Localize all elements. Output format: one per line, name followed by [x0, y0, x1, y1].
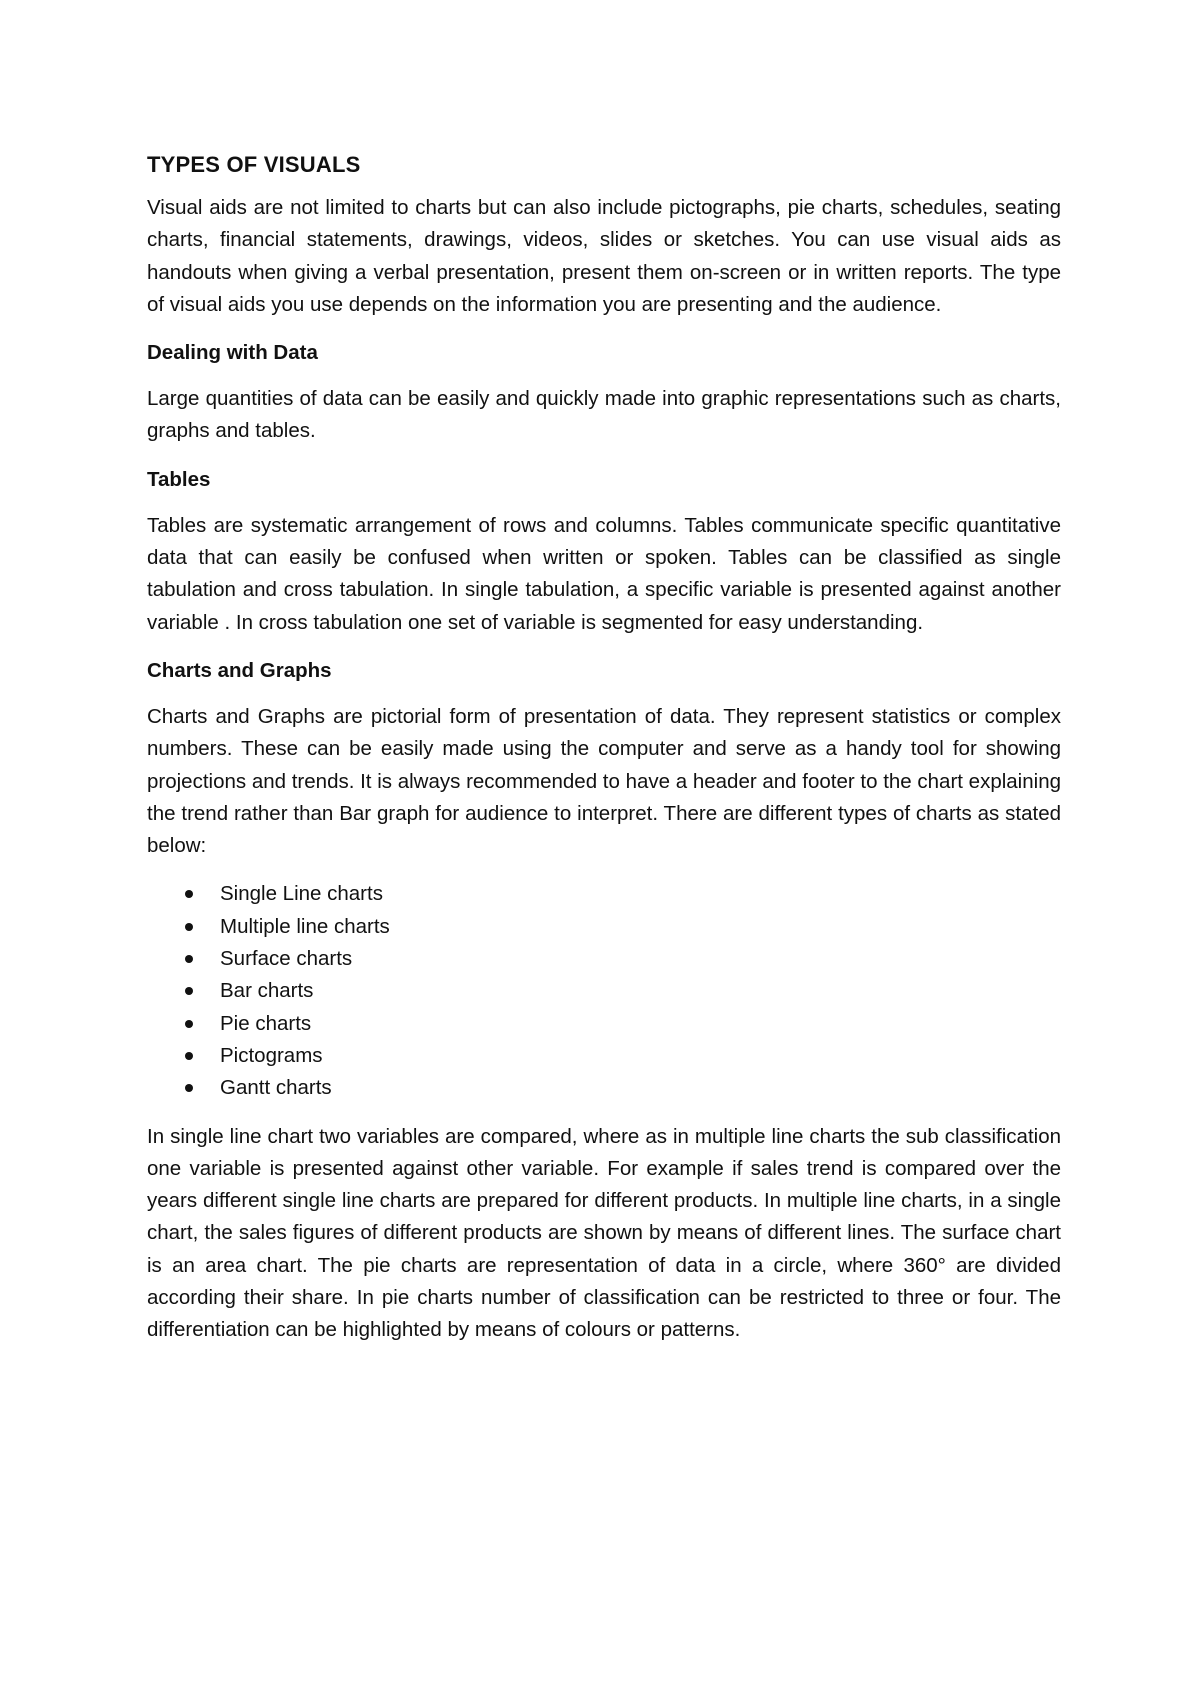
list-item-label: Multiple line charts [220, 914, 390, 938]
bullet-icon [185, 890, 193, 898]
section-body-charts-and-graphs: Charts and Graphs are pictorial form of presentation of data. They represent statistics or complex numbers. These can be easily made using the computer and serve as a handy tool for showing projections and trends. It is always recommended to have a header and footer to the chart explaining the trend rather than Bar graph for audience to interpret. There are different types of charts as stated below: [147, 704, 1061, 858]
list-item-label: Gantt charts [220, 1076, 332, 1100]
bullet-icon [185, 955, 193, 963]
list-item [147, 911, 1061, 943]
intro-paragraph: Visual aids are not limited to charts but can also include pictographs, pie charts, schedules, seating charts, financial statements, drawings, videos, slides or sketches. You can use visual aids as handouts when giving a verbal presentation, present them on-screen or in written reports. The type of visual aids you use depends on the information you are presenting and the audience. [147, 196, 1061, 316]
section-body-tables: Tables are systematic arrangement of rows and columns. Tables communicate specific quantitative data that can easily be confused when written or spoken. Tables can be classified as single tabulation and cross tabulation. In single tabulation, a specific variable is presented against another variable . In cross tabulation one set of variable is segmented for easy understanding. [147, 513, 1061, 634]
bullet-icon [185, 1020, 193, 1028]
list-item [147, 943, 1061, 975]
section-heading-dealing-with-data: Dealing with Data [147, 341, 318, 365]
list-item [147, 878, 1061, 910]
list-item [147, 1072, 1061, 1104]
chart-types-list [147, 878, 1061, 1104]
document-content [147, 148, 1061, 1363]
list-item-label: Pictograms [220, 1043, 323, 1067]
list-item [147, 975, 1061, 1007]
bullet-icon [185, 1052, 193, 1060]
list-item-label: Surface charts [220, 947, 353, 971]
bullet-icon [185, 923, 193, 931]
section-heading-tables: Tables [147, 467, 211, 491]
list-item-label: Bar charts [220, 979, 314, 1003]
bullet-icon [185, 1084, 193, 1092]
list-item-label: Pie charts [220, 1011, 312, 1035]
section-heading-charts-and-graphs: Charts and Graphs [147, 658, 332, 682]
closing-paragraph: In single line chart two variables are compared, where as in multiple line charts the sub classification one variable is presented against other variable. For example if sales trend is compared over the years different single line charts are prepared for different products. In multiple line charts, in a single chart, the sales figures of different products are shown by means of different lines. The surface chart is an area chart. The pie charts are representation of data in a circle, where 360° are divided according their share. In pie charts number of classification can be restricted to three or four. The differentiation can be highlighted by means of colours or patterns. [147, 1124, 1061, 1342]
list-item-label: Single Line charts [220, 882, 383, 906]
bullet-icon [185, 987, 193, 995]
list-item [147, 1040, 1061, 1072]
list-item [147, 1008, 1061, 1040]
document-title: TYPES OF VISUALS [147, 152, 361, 177]
section-body-dealing-with-data: Large quantities of data can be easily and quickly made into graphic representations such as charts, graphs and tables. [147, 387, 1061, 443]
